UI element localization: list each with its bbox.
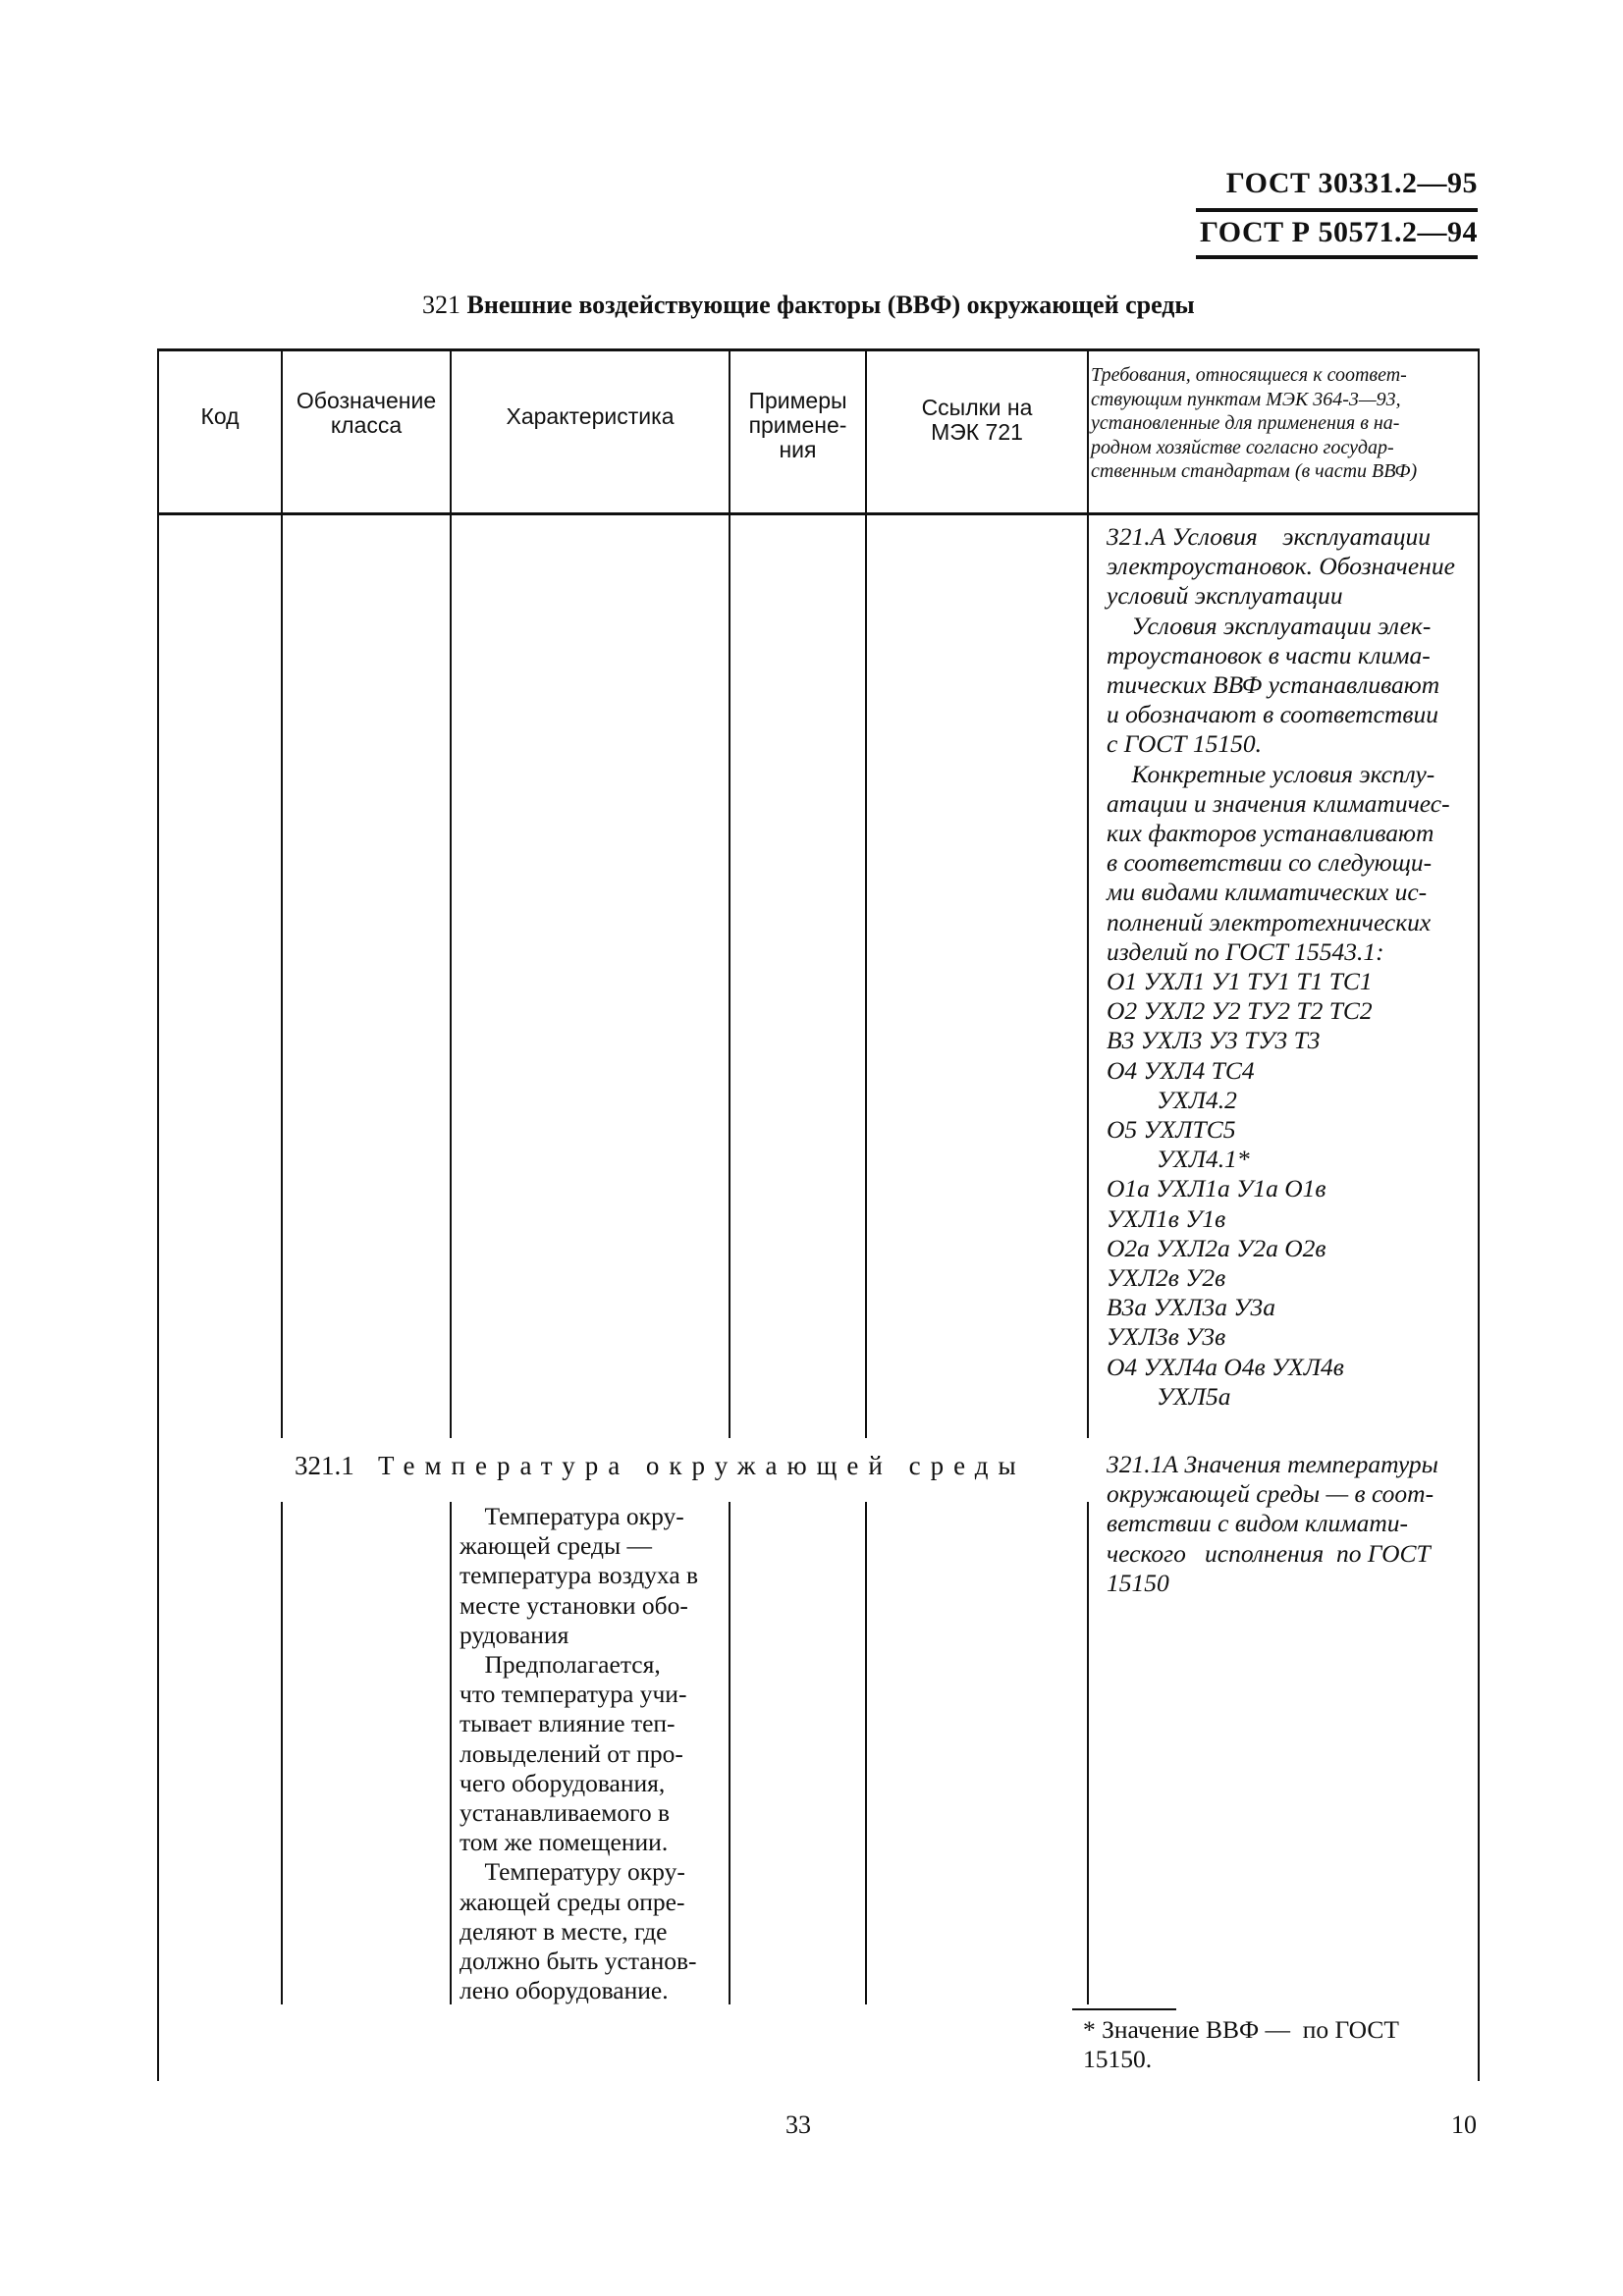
col-head-examples: Примеры примене- ния: [748, 388, 847, 462]
col-head-references: Ссылки на МЭК 721: [921, 395, 1033, 445]
header-bottom-border: [157, 512, 1478, 515]
col-divider: [450, 348, 452, 515]
col-head-code: Код: [200, 403, 240, 429]
requirements-321A: 321.А Условия эксплуатации электроустановок. Обозначение условий эксплуатации Условия эксплуатации элек- троустановок в части клима- тических ВВФ устанавливают и обозначают в соответствии с ГОСТ 15150. Конкретные условия эксплу- атации и значения климатичес- ких факторов устанавливают в соответствии со следующи- ми видами климатических ис- полнений электротехнических изделий по ГОСТ 15543.1: О1 УХЛ1 У1 ТУ1 Т1 ТС1 О2 УХЛ2 У2 ТУ2 Т2 ТС2 В3 УХЛ3 У3 ТУ3 Т3 О4 УХЛ4 ТС4 УХЛ4.2 О5 УХЛТС5 УХЛ4.1* О1а УХЛ1а У1а О1в УХЛ1в У1в О2а УХЛ2а У2а О2в УХЛ2в У2в В3а УХЛ3а У3а УХЛ3в У3в О4 УХЛ4а О4в УХЛ4в УХЛ5а: [1107, 522, 1455, 1411]
col-divider: [729, 515, 730, 1438]
col-divider: [865, 1502, 867, 2004]
table-number: 321: [422, 291, 460, 319]
col-divider: [1087, 1502, 1089, 2004]
col-divider: [1478, 515, 1480, 2081]
footnote: * Значение ВВФ — по ГОСТ 15150.: [1083, 2015, 1399, 2073]
page-number-center: 33: [785, 2110, 811, 2139]
col-divider: [865, 515, 867, 1438]
col-head-characteristic: Характеристика: [506, 403, 675, 429]
header-rule: [1196, 208, 1478, 212]
page-number-right: 10: [1451, 2110, 1477, 2139]
col-divider: [1087, 348, 1089, 515]
header-rule-2: [1196, 255, 1478, 259]
col-divider: [1087, 515, 1089, 1438]
gost-number-2: ГОСТ Р 50571.2—94: [1199, 216, 1478, 248]
section-number: 321.1: [295, 1451, 354, 1480]
col-divider: [281, 515, 283, 1438]
table-title: [422, 291, 1195, 320]
col-head-requirements: Требования, относящиеся к соответ- ствующим пунктам МЭК 364-3—93, установленные для применения в на- родном хозяйстве согласно государ- ственным стандартам (в части ВВФ): [1091, 364, 1418, 482]
col-divider: [157, 348, 159, 515]
col-divider: [1478, 348, 1480, 515]
col-divider: [450, 1502, 452, 2004]
section-title: Температура окружающей среды: [378, 1451, 1026, 1480]
col-divider: [450, 515, 452, 1438]
table-top-border: [157, 348, 1478, 351]
characteristic-321-1: Температура окру- жающей среды — температура воздуха в месте установки обо- рудования Предполагается, что температура учи- тывает влияние теп- ловыделений от про- чего оборудования, устанавливаемого в том же помещении. Температуру окру- жающей среды опре- деляют в месте, где должно быть установ- лено оборудование.: [460, 1502, 699, 2005]
footnote-rule: [1072, 2008, 1176, 2010]
requirements-321-1A: 321.1А Значения температуры окружающей среды — в соот- ветствии с видом климати- ческого исполнения по ГОСТ 15150: [1107, 1450, 1438, 1597]
col-divider: [729, 1502, 730, 2004]
col-divider: [281, 1502, 283, 2004]
gost-number-1: ГОСТ 30331.2—95: [1225, 167, 1478, 199]
table-title-text: Внешние воздействующие факторы (ВВФ) окружающей среды: [466, 291, 1195, 319]
col-divider: [157, 515, 159, 2081]
col-head-designation: Обозначение класса: [296, 388, 437, 438]
